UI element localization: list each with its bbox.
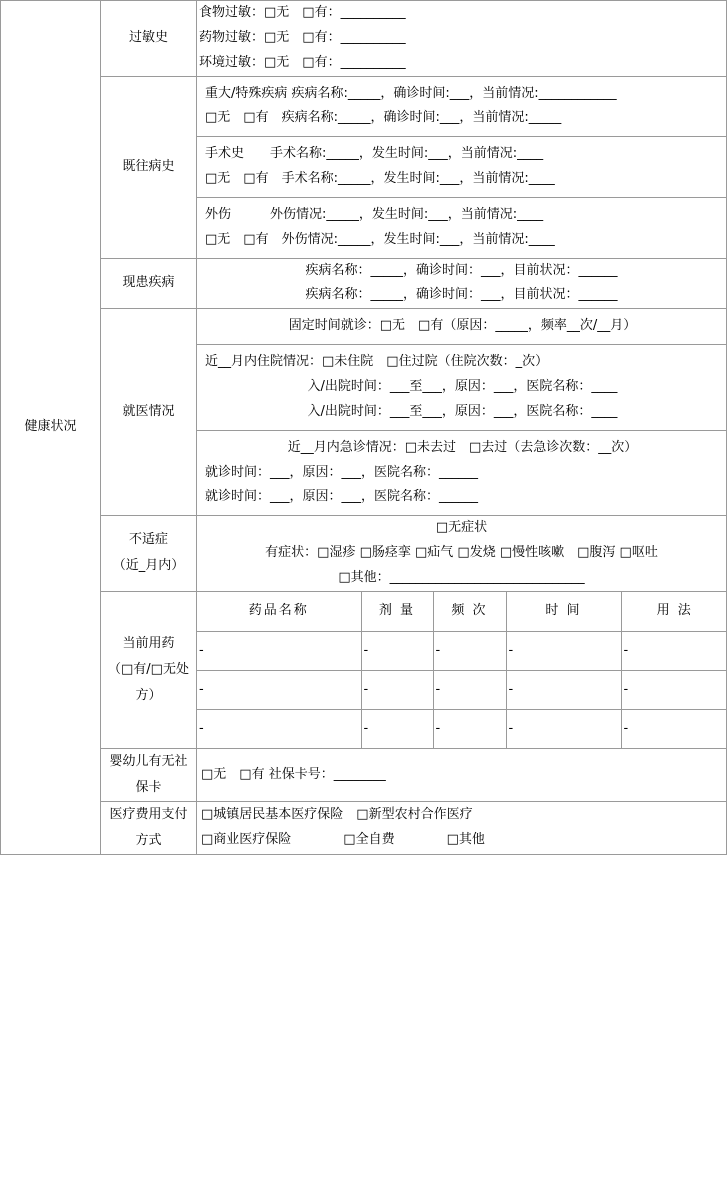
- medication-cell-time[interactable]: -: [506, 710, 621, 749]
- symptom-other-line[interactable]: □其他：______________________________: [338, 569, 585, 585]
- current-disease-line-1[interactable]: 疾病名称：_____，确诊时间：___，目前状况：______: [305, 262, 618, 278]
- regular-visit-line[interactable]: 固定时间就诊：□无 □有（原因：_____，频率__次/__月）: [288, 318, 637, 334]
- medication-cell-frequency[interactable]: -: [433, 632, 506, 671]
- medication-header-time: 时 间: [506, 592, 621, 632]
- social-card-line[interactable]: □无 □有 社保卡号：________: [201, 766, 386, 782]
- medication-cell-usage[interactable]: -: [621, 671, 727, 710]
- table-row-current-medication: [1, 591, 727, 749]
- medication-cell-usage[interactable]: -: [623, 721, 629, 737]
- major-disease-line-2[interactable]: □无 □有 疾病名称:_____，确诊时间:___，当前情况:_____: [205, 110, 562, 126]
- medication-row: [197, 710, 727, 749]
- discomfort-fields: [197, 516, 727, 592]
- hospitalization-detail-2[interactable]: 入/出院时间：___至___，原因：___，医院名称：____: [307, 403, 618, 419]
- row-label-past-medical-history: 既往病史: [101, 76, 197, 258]
- payment-line-1[interactable]: □城镇居民基本医疗保险 □新型农村合作医疗: [201, 807, 473, 823]
- environment-allergy-line[interactable]: 环境过敏：□无 □有：__________: [199, 54, 406, 70]
- medication-cell-time[interactable]: -: [506, 632, 621, 671]
- drug-allergy-line[interactable]: 药物过敏：□无 □有：__________: [199, 29, 406, 45]
- table-row-medical-visits: [1, 309, 727, 516]
- social-card-fields: [197, 749, 727, 802]
- medication-cell-time[interactable]: -: [506, 671, 621, 710]
- medication-label-line-3: 方）: [135, 687, 162, 703]
- medication-cell-name[interactable]: -: [197, 632, 361, 671]
- surgery-line-1[interactable]: 手术史 手术名称:_____，发生时间:___，当前情况:____: [205, 146, 544, 162]
- medication-cell-usage[interactable]: -: [621, 632, 727, 671]
- hospitalization-detail-1[interactable]: 入/出院时间：___至___，原因：___，医院名称：____: [307, 378, 618, 394]
- past-history-group-surgery: [197, 137, 726, 198]
- food-allergy-line[interactable]: 食物过敏：□无 □有：__________: [199, 5, 406, 20]
- emergency-detail-1[interactable]: 就诊时间：___，原因：___，医院名称：______: [205, 464, 479, 480]
- hospitalization-line[interactable]: 近__月内住院情况：□未住院 □住过院（住院次数：_次）: [205, 354, 549, 370]
- medication-cell-dose[interactable]: -: [361, 710, 433, 749]
- table-row-discomfort: [1, 516, 727, 592]
- social-card-label-line-1: 婴幼儿有无社: [109, 754, 188, 770]
- discomfort-label-line-1: 不适症: [128, 532, 168, 548]
- payment-label-line-2: 方式: [135, 833, 162, 849]
- emergency-line[interactable]: 近__月内急诊情况：□未去过 □去过（去急诊次数：__次）: [287, 439, 638, 455]
- surgery-line-2[interactable]: □无 □有 手术名称:_____，发生时间:___，当前情况:____: [205, 171, 555, 187]
- no-symptom-line[interactable]: □无症状: [435, 520, 488, 536]
- medication-table: [197, 592, 727, 749]
- social-card-label-line-2: 保卡: [135, 780, 162, 796]
- past-history-group-trauma: [197, 197, 726, 257]
- table-row-payment-method: [1, 802, 727, 855]
- visit-group-regular: [197, 309, 726, 344]
- table-row-allergy: [1, 1, 727, 77]
- visit-group-emergency: [197, 430, 726, 515]
- row-label-social-security-card: [101, 749, 197, 802]
- current-disease-line-2[interactable]: 疾病名称：_____，确诊时间：___，目前状况：______: [305, 287, 618, 303]
- medication-cell-dose[interactable]: -: [361, 671, 433, 710]
- table-row-social-card: [1, 749, 727, 802]
- medication-header-usage: 用 法: [621, 592, 727, 632]
- section-label-health-status: 健康状况: [1, 1, 101, 855]
- medication-table-wrapper: [197, 591, 727, 749]
- medical-visits-fields: [197, 309, 727, 516]
- medication-cell-name[interactable]: -: [197, 671, 361, 710]
- major-disease-line-1[interactable]: 重大/特殊疾病 疾病名称:_____，确诊时间:___，当前情况:____________: [205, 85, 617, 101]
- past-history-fields: [197, 76, 727, 258]
- emergency-detail-2[interactable]: 就诊时间：___，原因：___，医院名称：______: [205, 489, 479, 505]
- row-label-current-disease: 现患疾病: [101, 258, 197, 309]
- symptom-list-line[interactable]: 有症状：□湿疹 □肠痉挛 □疝气 □发烧 □慢性咳嗽 □腹泻 □呕吐: [265, 545, 658, 561]
- row-label-discomfort: [101, 516, 197, 592]
- medication-cell-name[interactable]: -: [197, 710, 361, 749]
- visit-group-hospitalization: [197, 345, 726, 431]
- medication-cell-frequency[interactable]: -: [433, 671, 506, 710]
- medication-row: [197, 632, 727, 671]
- row-label-current-medication: [101, 591, 197, 749]
- past-history-group-major-disease: [197, 77, 726, 137]
- current-disease-fields: [197, 258, 727, 309]
- discomfort-label-line-2: （近_月内）: [112, 558, 185, 574]
- payment-line-2[interactable]: □商业医疗保险 □全自费 □其他: [201, 832, 485, 848]
- table-row-past-history: [1, 76, 727, 258]
- medication-header-row: [197, 592, 727, 632]
- medication-label-line-2: （□有/□无处: [108, 661, 189, 677]
- trauma-line-2[interactable]: □无 □有 外伤情况:_____，发生时间:___，当前情况:____: [205, 231, 555, 247]
- row-label-medical-visits: 就医情况: [101, 309, 197, 516]
- table-row-current-disease: [1, 258, 727, 309]
- medication-cell-dose[interactable]: -: [361, 632, 433, 671]
- trauma-line-1[interactable]: 外伤 外伤情况:_____，发生时间:___，当前情况:____: [205, 206, 544, 222]
- medication-header-frequency: 频 次: [433, 592, 506, 632]
- allergy-fields: [197, 1, 727, 77]
- row-label-allergy-history: 过敏史: [101, 1, 197, 77]
- payment-fields: [197, 802, 727, 855]
- row-label-payment-method: [101, 802, 197, 855]
- medication-row: [197, 671, 727, 710]
- medication-cell-frequency[interactable]: -: [433, 710, 506, 749]
- medication-header-dose: 剂 量: [361, 592, 433, 632]
- medication-header-name: 药品名称: [197, 592, 361, 632]
- medication-label-line-1: 当前用药: [122, 635, 175, 651]
- payment-label-line-1: 医疗费用支付: [109, 807, 188, 823]
